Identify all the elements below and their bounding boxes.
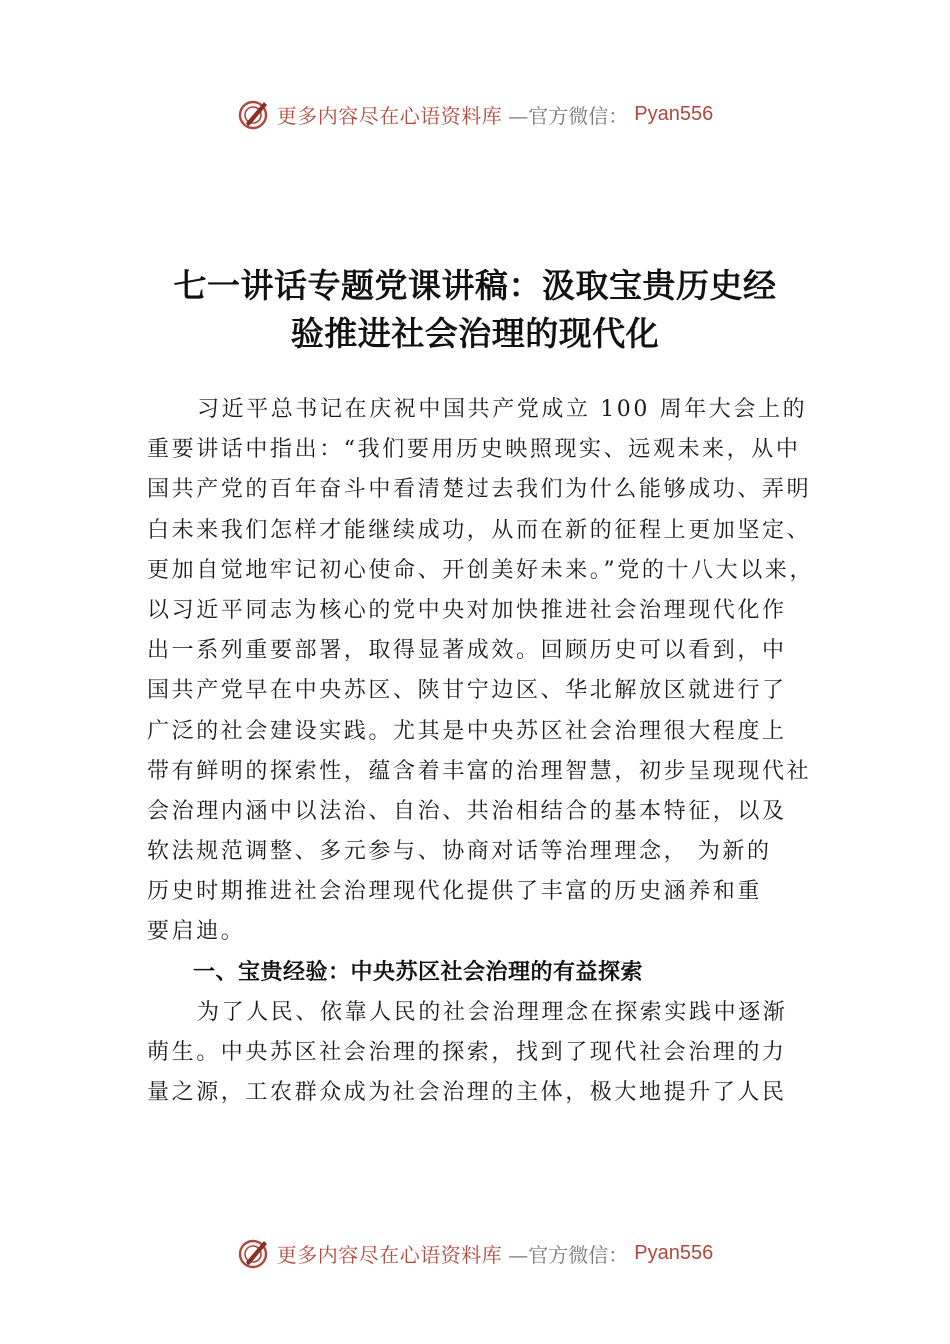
- title-line: 七一讲话专题党课讲稿：汲取宝贵历史经: [173, 266, 777, 305]
- paragraph-line: 历史时期推进社会治理现代化提供了丰富的历史涵养和重: [147, 879, 763, 905]
- watermark-account: Pyan556: [634, 102, 714, 125]
- title-line: 验推进社会治理的现代化: [290, 314, 660, 353]
- paragraph-line: 软法规范调整、多元参与、协商对话等治理理念， 为新的: [147, 839, 772, 865]
- document-body: [147, 390, 815, 1113]
- watermark-account: Pyan556: [634, 1241, 714, 1264]
- watermark-separator: —官方微信：: [508, 1242, 629, 1267]
- footer-watermark: [0, 1231, 950, 1275]
- paragraph-line: 以习近平同志为核心的党中央对加快推进社会治理现代化作: [147, 597, 787, 623]
- paragraph-line: 量之源，工农群众成为社会治理的主体，极大地提升了人民: [147, 1080, 787, 1106]
- paragraph-line: 广泛的社会建设实践。尤其是中央苏区社会治理很大程度上: [147, 718, 787, 744]
- paragraph-line: 白未来我们怎样才能继续成功，从而在新的征程上更加坚定、: [147, 517, 812, 543]
- paragraph-line: 国共产党早在中央苏区、陕甘宁边区、华北解放区就进行了: [147, 678, 787, 704]
- paragraph-line: 带有鲜明的探索性，蕴含着丰富的治理智慧，初步呈现现代社: [147, 758, 812, 784]
- header-watermark: [0, 92, 950, 136]
- paragraph-line: 会治理内涵中以法治、自治、共治相结合的基本特征，以及: [147, 798, 787, 824]
- paragraph-line: 习近平总书记在庆祝中国共产党成立 100 周年大会上的: [197, 397, 808, 422]
- watermark-separator: —官方微信：: [508, 103, 629, 128]
- paragraph-line: 国共产党的百年奋斗中看清楚过去我们为什么能够成功、弄明: [147, 477, 812, 503]
- quill-pen-icon: [237, 1236, 271, 1270]
- paragraph-line: 重要讲话中指出：“我们要用历史映照现实、远观未来，从中: [147, 437, 801, 463]
- watermark-brand: 更多内容尽在心语资料库: [276, 1242, 503, 1267]
- quill-pen-icon: [237, 97, 271, 131]
- paragraph-line: 萌生。中央苏区社会治理的探索，找到了现代社会治理的力: [147, 1040, 787, 1065]
- document-title: [140, 262, 810, 358]
- watermark-brand: 更多内容尽在心语资料库: [276, 103, 503, 128]
- paragraph-line: 出一系列重要部署，取得显著成效。回顾历史可以看到，中: [147, 638, 787, 664]
- paragraph-line: 更加自觉地牢记初心使命、开创美好未来。”党的十八大以来，: [147, 557, 815, 583]
- paragraph-line: 要启迪。: [147, 919, 246, 945]
- section-heading: 一、宝贵经验：中央苏区社会治理的有益探索: [193, 959, 644, 985]
- paragraph-line: 为了人民、依靠人民的社会治理理念在探索实践中逐渐: [197, 999, 788, 1025]
